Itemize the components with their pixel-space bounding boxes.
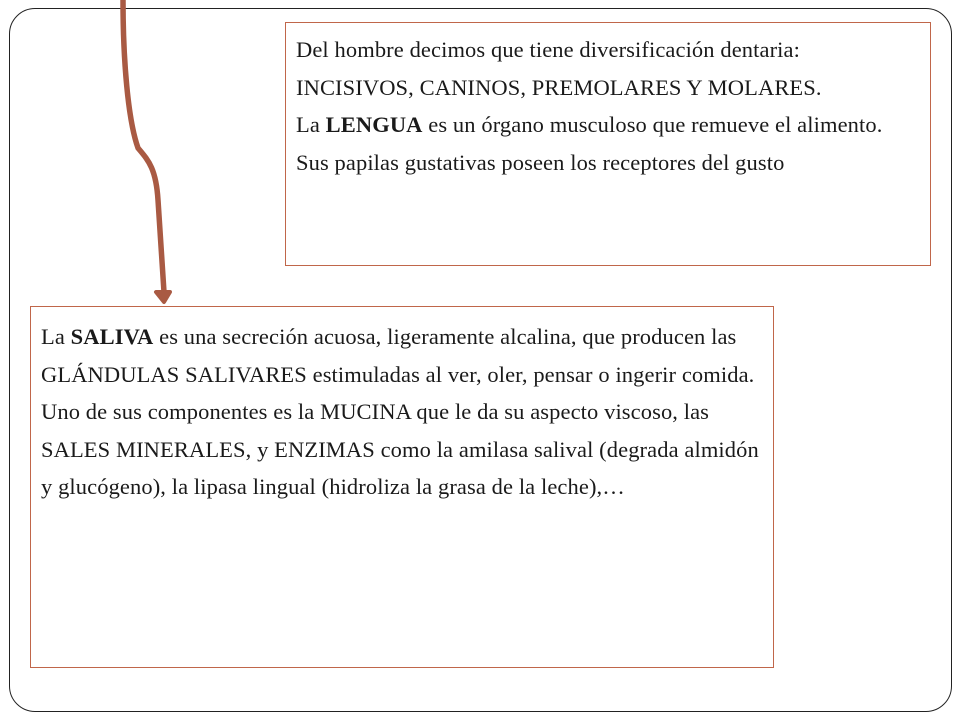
tongue-text: es un órgano musculoso que remueve el alimento. Sus papilas gustativas poseen los receptores del gusto xyxy=(296,112,883,175)
tongue-prefix: La xyxy=(296,112,326,137)
paragraph-saliva-definition xyxy=(41,318,763,393)
text-box-teeth-tongue xyxy=(285,22,931,266)
saliva-text: es una secreción acuosa, ligeramente alcalina, que producen las GLÁNDULAS SALIVARES estimuladas al ver, oler, pensar o ingerir comida. xyxy=(41,324,755,387)
saliva-prefix: La xyxy=(41,324,71,349)
paragraph-tongue xyxy=(296,106,920,181)
keyword-lengua: LENGUA xyxy=(325,112,423,137)
text-box-saliva xyxy=(30,306,774,668)
paragraph-dentition: Del hombre decimos que tiene diversificación dentaria: INCISIVOS, CANINOS, PREMOLARES Y MOLARES. xyxy=(296,37,822,100)
keyword-saliva: SALIVA xyxy=(70,324,154,349)
paragraph-saliva-components: Uno de sus componentes es la MUCINA que le da su aspecto viscoso, las SALES MINERALES, y ENZIMAS como la amilasa salival (degrada almidón y glucógeno), la lipasa lingual (hidroliza la grasa de la leche),… xyxy=(41,399,759,499)
